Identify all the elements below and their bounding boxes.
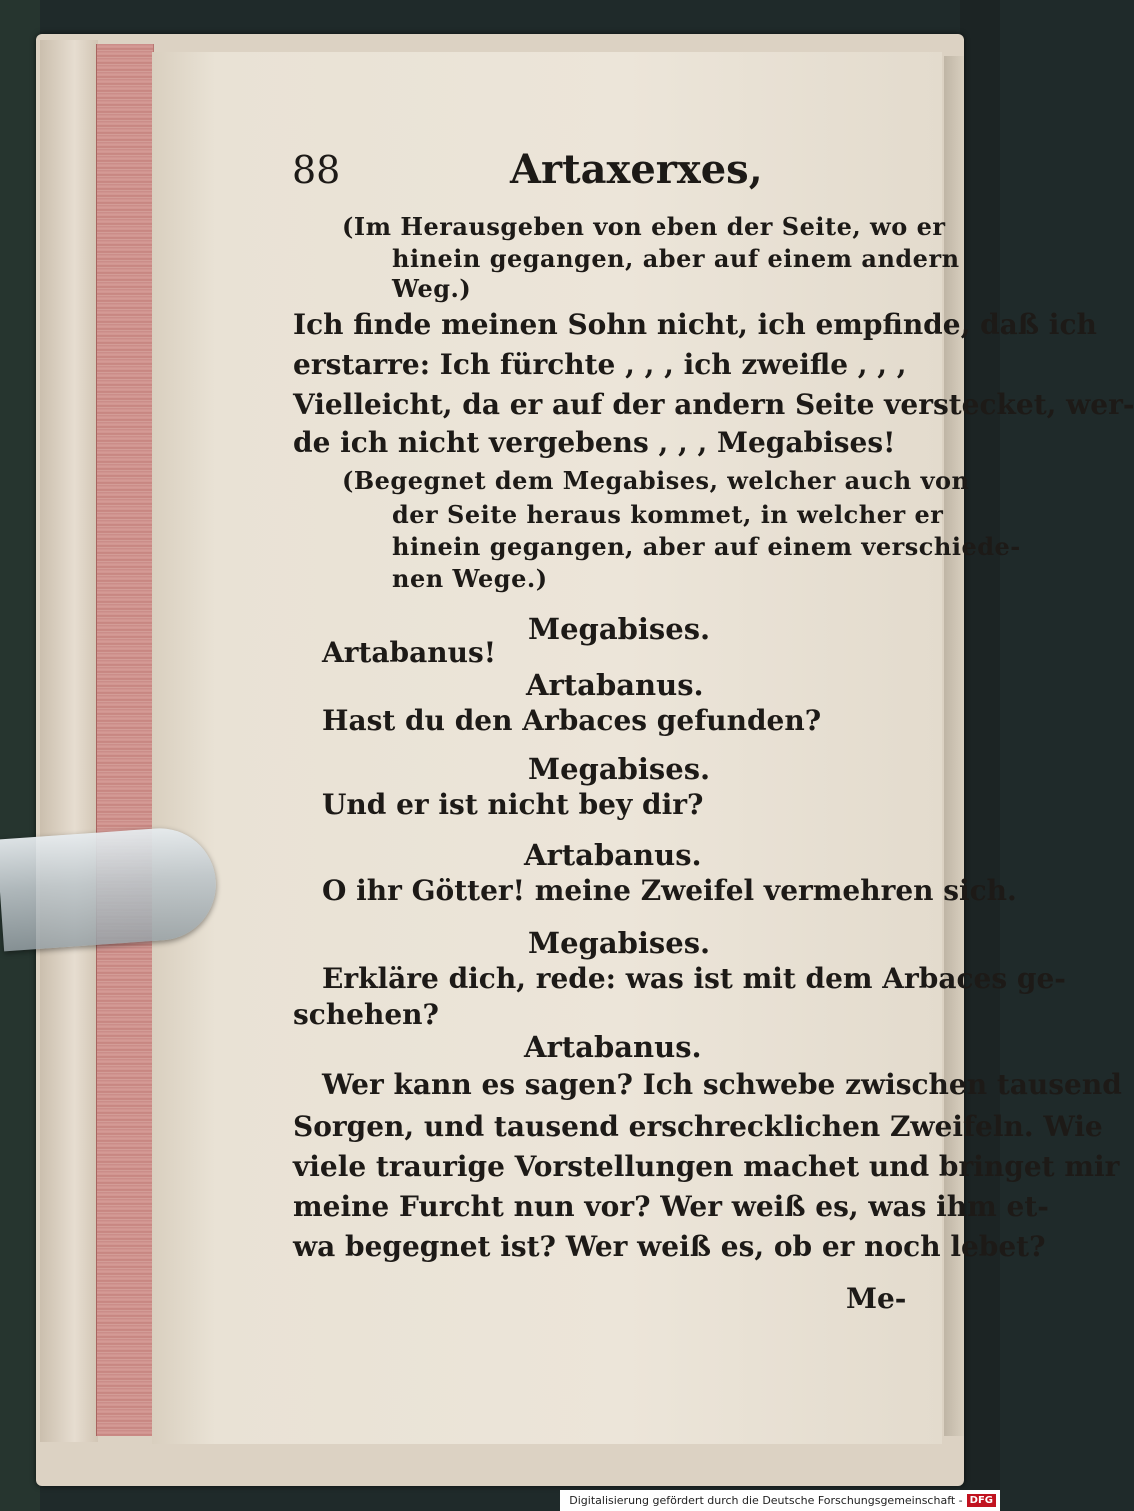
dfg-logo: DFG [967, 1494, 996, 1507]
text-line: meine Furcht nun vor? Wer weiß es, was ihm et- [293, 1190, 1049, 1223]
text-line: schehen? [293, 998, 439, 1031]
stage-direction-line: nen Wege.) [392, 564, 548, 593]
page-number: 88 [292, 148, 341, 192]
speaker-name: Megabises. [528, 926, 711, 960]
text-line: Hast du den Arbaces gefunden? [322, 704, 822, 737]
speaker-name: Artabanus. [524, 838, 702, 872]
footer-text: Digitalisierung gefördert durch die Deutsche Forschungsgemeinschaft - [569, 1494, 963, 1507]
text-line: Und er ist nicht bey dir? [322, 788, 704, 821]
speaker-name: Artabanus. [524, 1030, 702, 1064]
catchword: Me- [846, 1282, 907, 1315]
text-line: Erkläre dich, rede: was ist mit dem Arbaces ge- [322, 962, 1066, 995]
red-page-edges [96, 44, 154, 1436]
speaker-name: Artabanus. [526, 668, 704, 702]
text-line: viele traurige Vorstellungen machet und bringet mir [293, 1150, 1120, 1183]
text-line: de ich nicht vergebens , , , Megabises! [293, 426, 896, 459]
text-line: O ihr Götter! meine Zweifel vermehren sich. [322, 874, 1017, 907]
stage-direction-line: hinein gegangen, aber auf einem andern [392, 244, 960, 273]
background-left [0, 0, 40, 1511]
stage-direction-line: (Begegnet dem Megabises, welcher auch von [342, 466, 970, 495]
book-cover-edge [40, 40, 98, 1442]
text-line: erstarre: Ich fürchte , , , ich zweifle , , , [293, 348, 907, 381]
background-right [960, 0, 1000, 1511]
text-line: Vielleicht, da er auf der andern Seite verstecket, wer- [293, 388, 1134, 421]
stage-direction-line: der Seite heraus kommet, in welcher er [392, 500, 944, 529]
speaker-name: Megabises. [528, 752, 711, 786]
text-line: Sorgen, und tausend erschrecklichen Zweifeln. Wie [293, 1110, 1103, 1143]
footer-credit [560, 1490, 1000, 1511]
stage-direction-line: hinein gegangen, aber auf einem verschiede- [392, 532, 1021, 561]
text-line: wa begegnet ist? Wer weiß es, ob er noch lebet? [293, 1230, 1046, 1263]
stage-direction-line: Weg.) [392, 274, 472, 303]
text-line: Artabanus! [322, 636, 497, 669]
running-title: Artaxerxes, [510, 146, 763, 193]
text-line: Ich finde meinen Sohn nicht, ich empfinde, daß ich [293, 308, 1097, 341]
stage-direction-line: (Im Herausgeben von eben der Seite, wo er [342, 212, 946, 241]
speaker-name: Megabises. [528, 612, 711, 646]
text-line: Wer kann es sagen? Ich schwebe zwischen tausend [322, 1068, 1122, 1101]
glass-bookmark [0, 825, 220, 952]
